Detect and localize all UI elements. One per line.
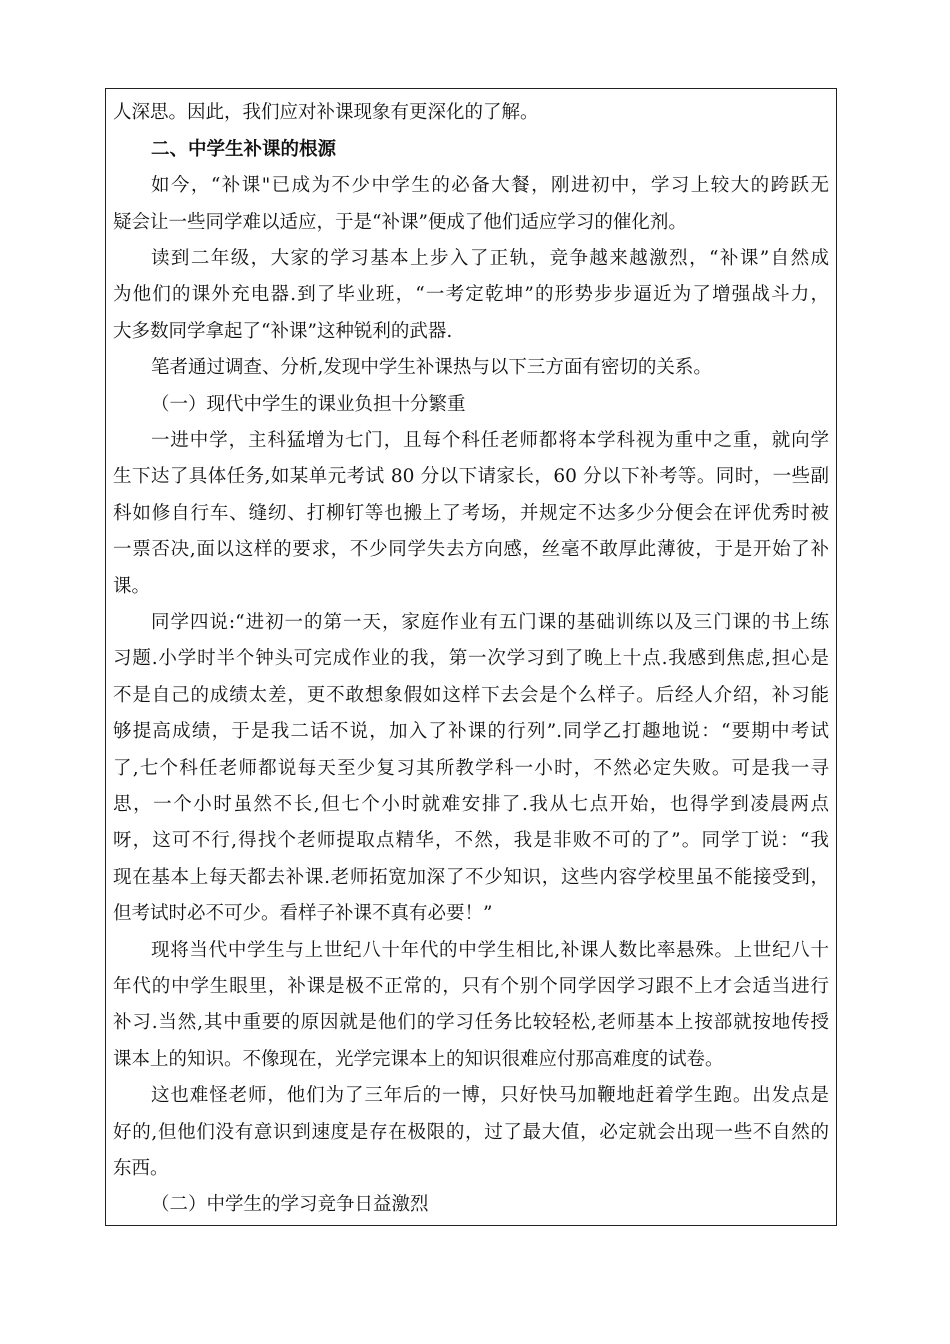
text-line: 补习.当然,其中重要的原因就是他们的学习任务比较轻松,老师基本上按部就按地传授 (113, 1012, 829, 1033)
text-line: 了,七个科任老师都说每天至少复习其所教学科一小时，不然必定失败。可是我一寻 (113, 758, 829, 779)
text-line: 课本上的知识。不像现在，光学完课本上的知识很难应付那高难度的试卷。 (113, 1049, 724, 1070)
text-line: 现将当代中学生与上世纪八十年代的中学生相比,补课人数比率悬殊。上世纪八十 (151, 940, 829, 961)
text-line: 为他们的课外充电器.到了毕业班，“一考定乾坤”的形势步步逼近为了增强战斗力， (113, 284, 829, 305)
text-line: 一进中学，主科猛增为七门，且每个科任老师都将本学科视为重中之重，就向学 (151, 430, 829, 451)
text-line: 不是自己的成绩太差，更不敢想象假如这样下去会是个么样子。后经人介绍，补习能 (113, 685, 829, 706)
text-line: 现在基本上每天都去补课.老师拓宽加深了不少知识，这些内容学校里虽不能接受到， (113, 867, 829, 888)
text-line: 年代的中学生眼里，补课是极不正常的，只有个别个同学因学习跟不上才会适当进行 (113, 976, 829, 997)
text-line: 科如修自行车、缝纫、打柳钉等也搬上了考场，并规定不达多少分便会在评优秀时被 (113, 503, 829, 524)
text-line: 大多数同学拿起了“补课”这种锐利的武器. (113, 321, 453, 342)
text-line: 但考试时必不可少。看样子补课不真有必要！” (113, 903, 493, 924)
text-line: 如今，“补课"已成为不少中学生的必备大餐，刚进初中，学习上较大的跨跃无 (151, 175, 829, 196)
text-line: 好的,但他们没有意识到速度是存在极限的，过了最大值，必定就会出现一些不自然的 (113, 1122, 829, 1143)
text-line: 这也难怪老师，他们为了三年后的一博，只好快马加鞭地赶着学生跑。出发点是 (151, 1085, 829, 1106)
text-line: 习题.小学时半个钟头可完成作业的我，第一次学习到了晚上十点.我感到焦虑,担心是 (113, 648, 829, 669)
subsection-heading: （一）现代中学生的课业负担十分繁重 (151, 394, 466, 415)
text-line: 疑会让一些同学难以适应，于是“补课”便成了他们适应学习的催化剂。 (113, 212, 687, 233)
text-line: 读到二年级，大家的学习基本上步入了正轨，竞争越来越激烈，“补课”自然成 (151, 248, 829, 269)
text-line: 思，一个小时虽然不长,但七个小时就难安排了.我从七点开始，也得学到凌晨两点 (113, 794, 829, 815)
subsection-heading: （二）中学生的学习竞争日益激烈 (151, 1194, 429, 1215)
text-line: 够提高成绩，于是我二话不说，加入了补课的行列”.同学乙打趣地说：“要期中考试 (113, 721, 829, 742)
text-line: 东西。 (113, 1158, 169, 1179)
text-line: 课。 (113, 576, 151, 597)
text-line: 同学四说:“进初一的第一天，家庭作业有五门课的基础训练以及三门课的书上练 (151, 612, 829, 633)
text-line: 一票否决,面以这样的要求，不少同学失去方向感，丝毫不敢厚此薄彼，于是开始了补 (113, 539, 829, 560)
text-line: 生下达了具体任务,如某单元考试 80 分以下请家长，60 分以下补考等。同时，一些副 (113, 466, 829, 487)
text-line: 笔者通过调查、分析,发现中学生补课热与以下三方面有密切的关系。 (151, 357, 712, 378)
text-line: 人深思。因此，我们应对补课现象有更深化的了解。 (113, 102, 539, 123)
section-heading: 二、中学生补课的根源 (151, 139, 337, 160)
text-line: 呀，这可不行,得找个老师提取点精华，不然，我是非败不可的了”。同学丁说：“我 (113, 830, 829, 851)
